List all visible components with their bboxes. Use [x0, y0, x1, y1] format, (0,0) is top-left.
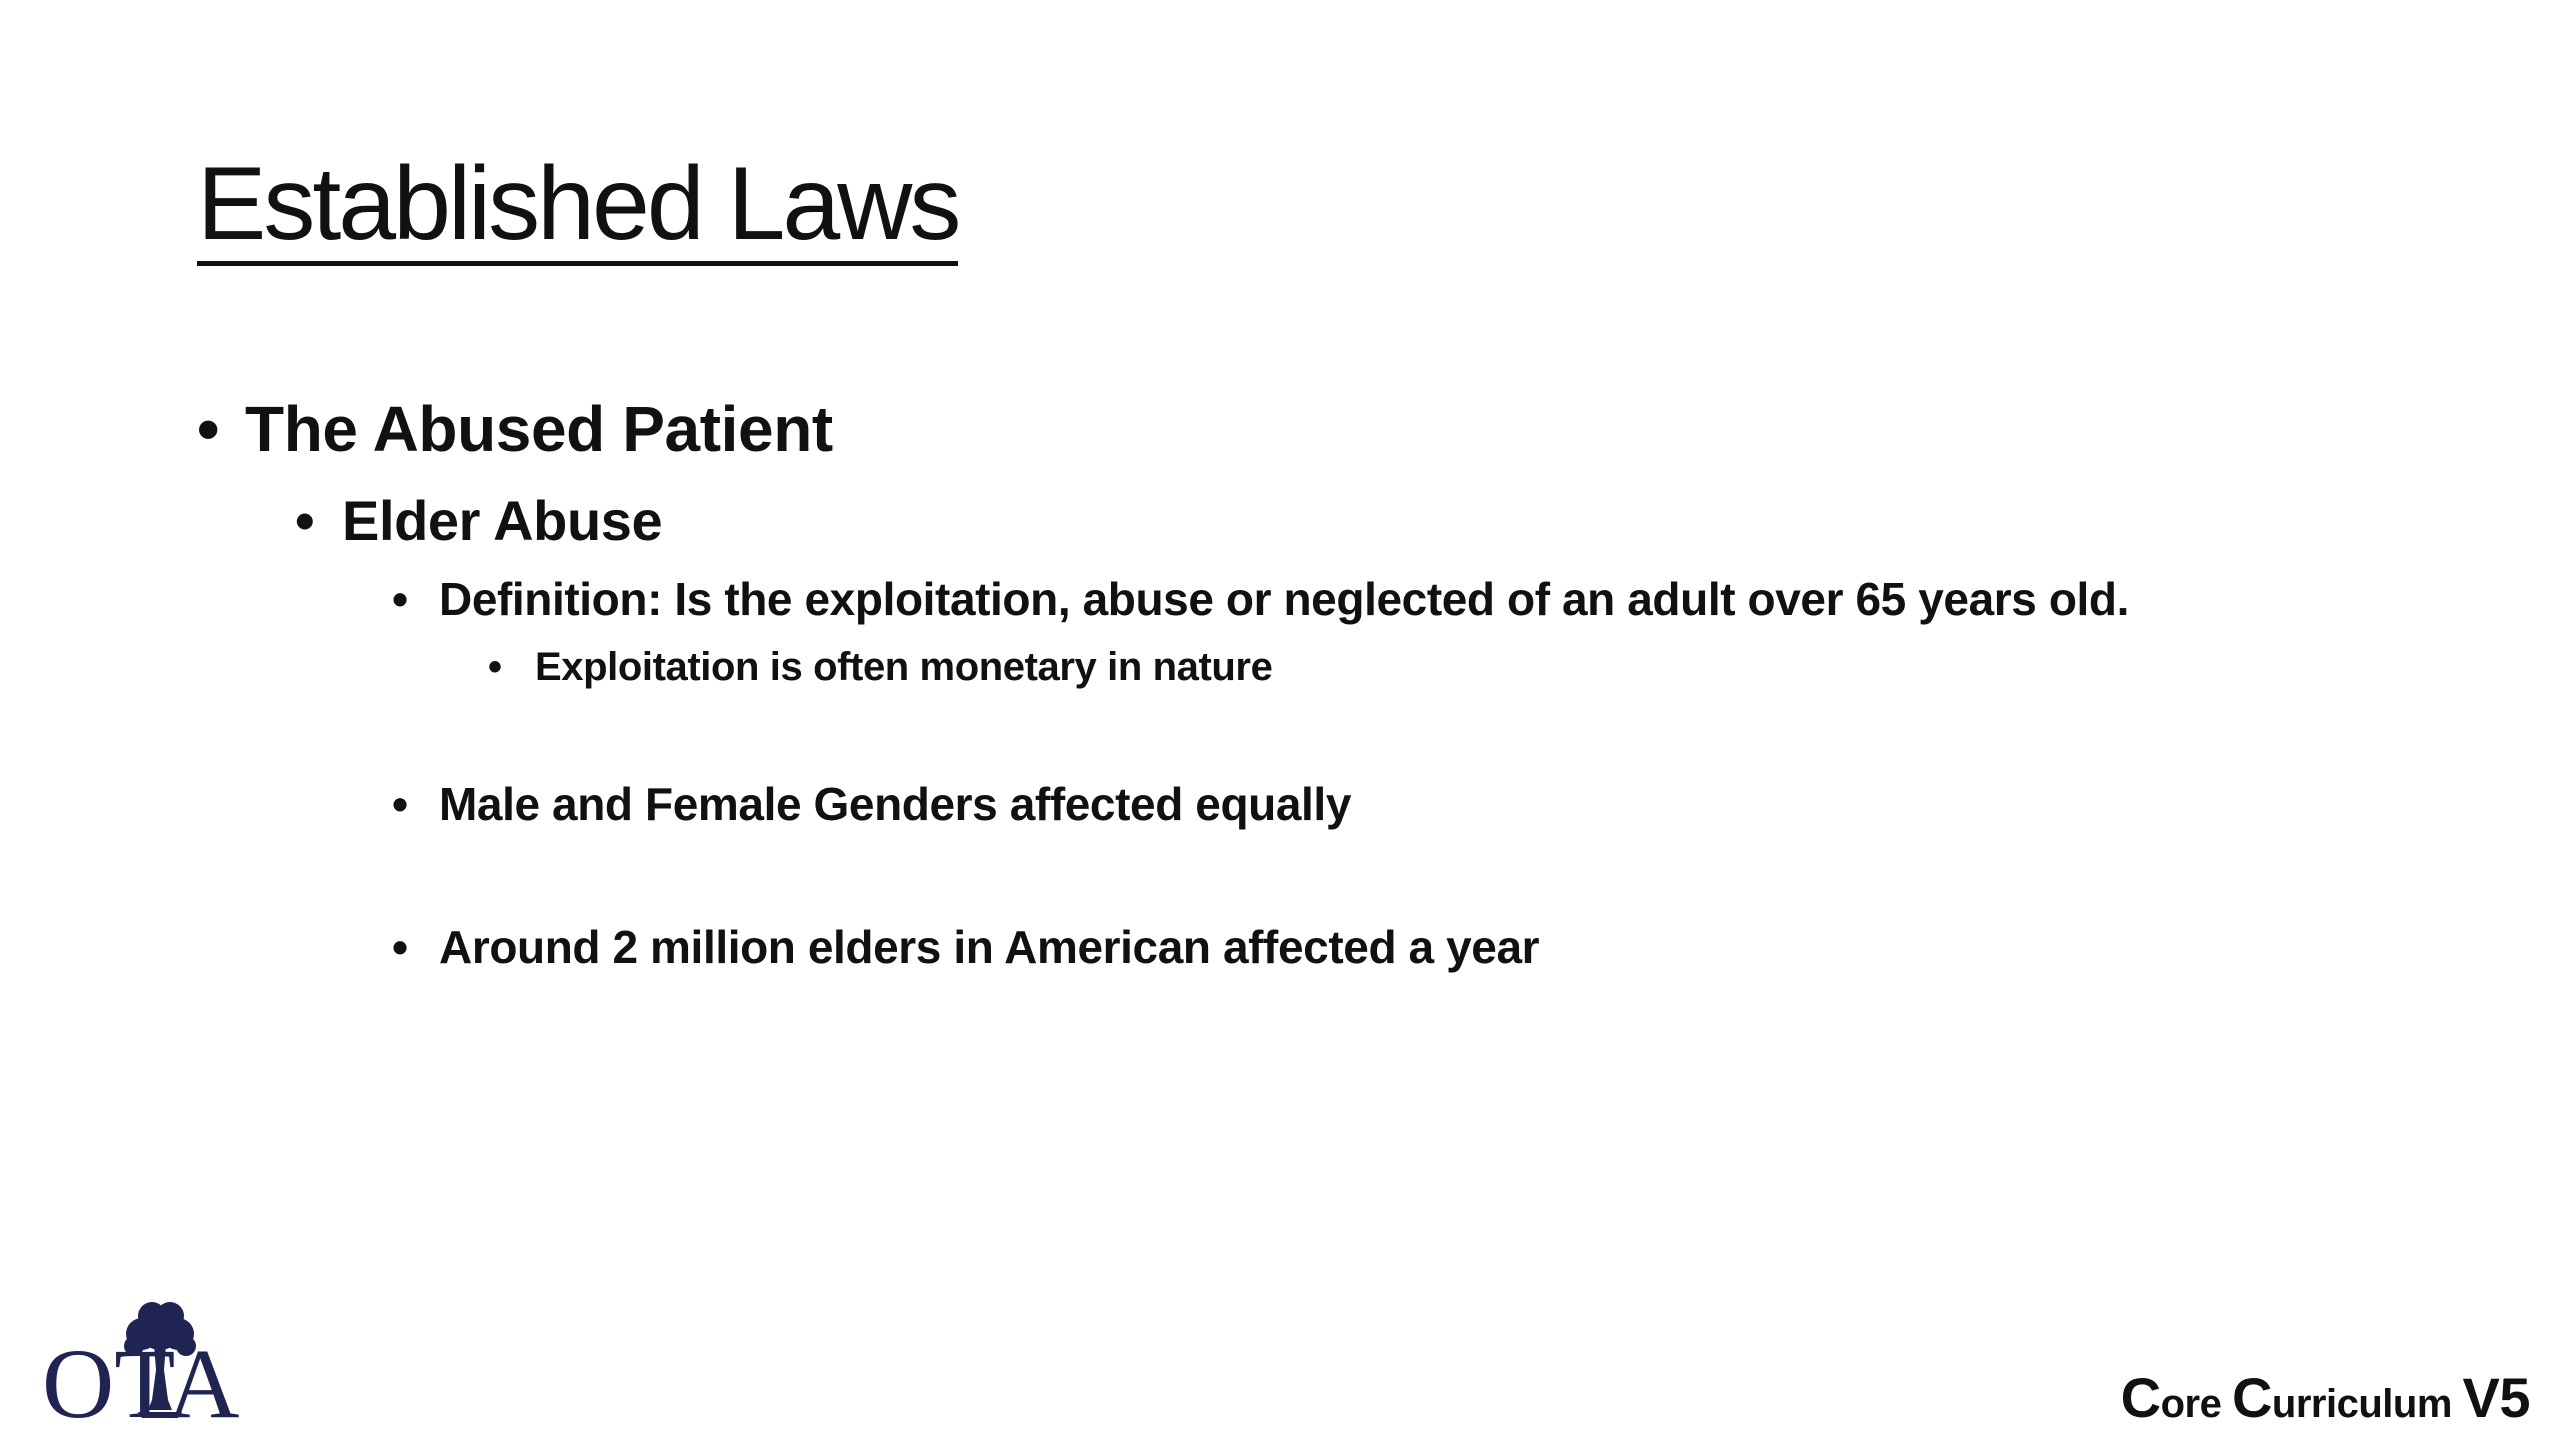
ota-tree-logo [42, 1300, 257, 1430]
logo-text: OTA [42, 1328, 240, 1430]
bullet-definition [392, 572, 2129, 626]
brand-ore: ore [2160, 1382, 2232, 1426]
bullet-text: Exploitation is often monetary in nature [535, 645, 1273, 689]
bullet-count [392, 920, 1539, 974]
bullet-elder-abuse [295, 488, 662, 553]
core-curriculum-brand [2121, 1365, 2530, 1430]
bullet-text: The Abused Patient [245, 393, 833, 465]
bullet-text: Definition: Is the exploitation, abuse or neglected of an adult over 65 years old. [439, 573, 2129, 625]
bullet-text: Male and Female Genders affected equally [439, 778, 1351, 830]
bullet-marker: • [392, 573, 408, 625]
brand-c2: C [2231, 1366, 2272, 1429]
bullet-marker: • [392, 921, 408, 973]
bullet-marker: • [295, 489, 315, 552]
bullet-genders [392, 777, 1351, 831]
brand-urriculum: urriculum [2271, 1382, 2463, 1426]
bullet-exploitation [488, 645, 1272, 690]
bullet-marker: • [197, 393, 220, 465]
bullet-marker: • [392, 778, 408, 830]
bullet-marker: • [488, 645, 502, 689]
brand-c1: C [2120, 1366, 2161, 1429]
brand-version: V5 [2462, 1366, 2530, 1429]
bullet-text: Elder Abuse [342, 489, 663, 552]
bullet-abused-patient [197, 392, 833, 466]
slide-title: Established Laws [197, 150, 958, 266]
bullet-text: Around 2 million elders in American affected a year [439, 921, 1540, 973]
